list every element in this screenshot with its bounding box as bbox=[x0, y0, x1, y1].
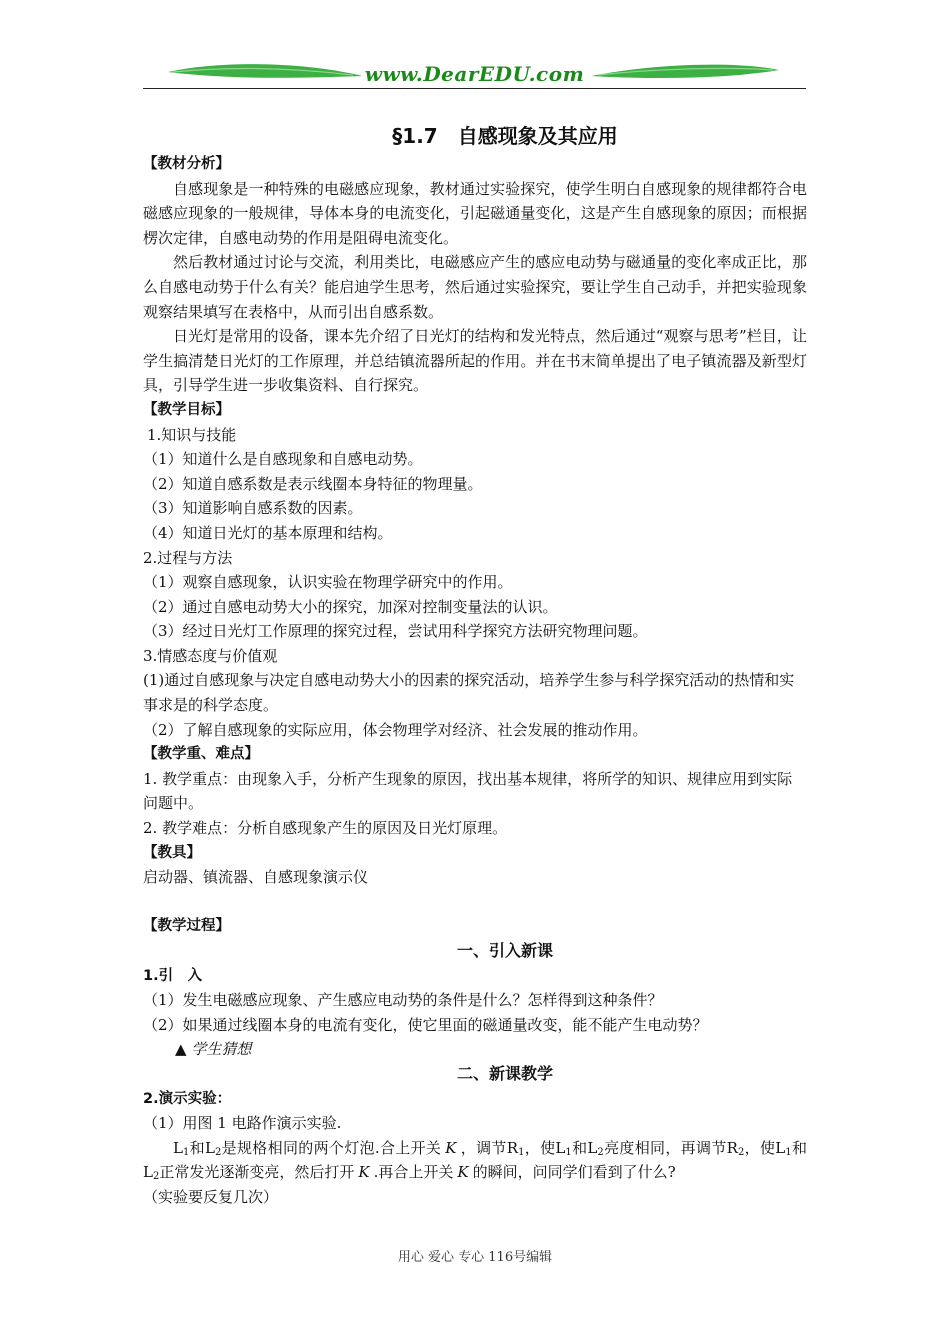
tools-list: 启动器、镇流器、自感现象演示仪 bbox=[143, 868, 369, 887]
goal-item: （2）了解自感现象的实际应用，体会物理学对经济、社会发展的推动作用。 bbox=[143, 720, 648, 739]
intro-question: （2）如果通过线圈本身的电流有变化，使它里面的磁通量改变，能不能产生电动势？ bbox=[143, 1015, 708, 1034]
site-url: www.DearEDU.com bbox=[361, 62, 589, 86]
analysis-heading: 【教材分析】 bbox=[143, 156, 230, 172]
goal-item: (1)通过自感现象与决定自感电动势大小的因素的探究活动，培养学生参与科学探究活动的热情和实事求是的科学态度。 bbox=[143, 671, 795, 715]
key-points-heading: 【教学重、难点】 bbox=[143, 746, 259, 763]
goals-heading: 【教学目标】 bbox=[143, 401, 230, 418]
part2-heading: 二、新课教学 bbox=[456, 1063, 553, 1083]
goal-attitude: 3.情感态度与价值观 bbox=[143, 646, 278, 665]
demo-step: （1）用图 1 电路作演示实验. bbox=[143, 1114, 342, 1133]
goal-item: （1）观察自感现象，认识实验在物理学研究中的作用。 bbox=[143, 573, 513, 592]
goal-process: 2.过程与方法 bbox=[143, 548, 233, 567]
goal-item: （1）知道什么是自感现象和自感电动势。 bbox=[143, 450, 423, 469]
guess-text: 学生猜想 bbox=[191, 1040, 252, 1059]
tools-heading: 【教具】 bbox=[143, 844, 201, 861]
goal-knowledge: 1.知识与技能 bbox=[147, 425, 237, 444]
switch-symbol: K bbox=[457, 1163, 469, 1182]
demo-label: 2.演示实验： bbox=[143, 1090, 232, 1107]
document-body bbox=[143, 120, 807, 1210]
goal-item: （3）知道影响自感系数的因素。 bbox=[143, 499, 363, 518]
goal-item: （3）经过日光灯工作原理的探究过程，尝试用科学探究方法研究物理问题。 bbox=[143, 622, 648, 641]
analysis-paragraph-2: 然后教材通过讨论与交流，利用类比，电磁感应产生的感应电动势与磁通量的变化率成正比，那么自感电动势于什么有关？能启迪学生思考，然后通过实验探究，要让学生自己动手，并把实验现象观察结果填写在表格中，从而引出自感系数。 bbox=[143, 253, 807, 321]
analysis-paragraph-3: 日光灯是常用的设备，课本先介绍了日光灯的结构和发光特点，然后通过“观察与思考”栏目，让学生搞清楚日光灯的工作原理，并总结镇流器所起的作用。并在书末简单提出了电子镇流器及新型灯具，引导学生进一步收集资料、自行探究。 bbox=[143, 327, 807, 395]
intro-question: （1）发生电磁感应现象、产生感应电动势的条件是什么？怎样得到这种条件？ bbox=[143, 991, 663, 1010]
header-rule bbox=[143, 88, 806, 89]
site-header-banner bbox=[143, 56, 806, 92]
goal-item: （2）知道自感系数是表示线圈本身特征的物理量。 bbox=[143, 474, 483, 493]
switch-symbol: K bbox=[445, 1138, 457, 1157]
process-heading: 【教学过程】 bbox=[143, 918, 230, 935]
intro-label: 1.引 入 bbox=[143, 967, 203, 984]
page-footer: 用心 爱心 专心 116号编辑 bbox=[397, 1250, 553, 1265]
demo-note: （实验要反复几次） bbox=[143, 1187, 279, 1206]
key-point: 1. 教学重点：由现象入手，分析产生现象的原因，找出基本规律，将所学的知识、规律应用到实际问题中。 bbox=[143, 769, 793, 813]
switch-symbol: K bbox=[358, 1163, 370, 1182]
difficult-point: 2. 教学难点：分析自感现象产生的原因及日光灯原理。 bbox=[143, 819, 508, 838]
student-guess bbox=[143, 1037, 807, 1062]
demo-description: $L_1$和$L_2$是规格相同的两个灯泡.合上开关 K ，调节$R_1$，使$L_1$和$L_2$亮度相同，再调节$R_2$，使$L_1$和$L_2$正常发光逐渐变亮，然后打开 K .再合上开关 K 的瞬间，问同学们看到了什么? bbox=[143, 1138, 807, 1183]
goal-item: （4）知道日光灯的基本原理和结构。 bbox=[143, 523, 393, 542]
part1-heading: 一、引入新课 bbox=[456, 941, 553, 960]
page-title: §1.7 自感现象及其应用 bbox=[392, 124, 618, 148]
triangle-marker-icon: ▲ bbox=[175, 1040, 187, 1059]
analysis-paragraph-1: 自感现象是一种特殊的电磁感应现象，教材通过实验探究，使学生明白自感现象的规律都符合电磁感应现象的一般规律，导体本身的电流变化，引起磁通量变化，这是产生自感现象的原因；而根据楞次定律，自感电动势的作用是阻碍电流变化。 bbox=[143, 179, 807, 247]
goal-item: （2）通过自感电动势大小的探究，加深对控制变量法的认识。 bbox=[143, 597, 558, 616]
